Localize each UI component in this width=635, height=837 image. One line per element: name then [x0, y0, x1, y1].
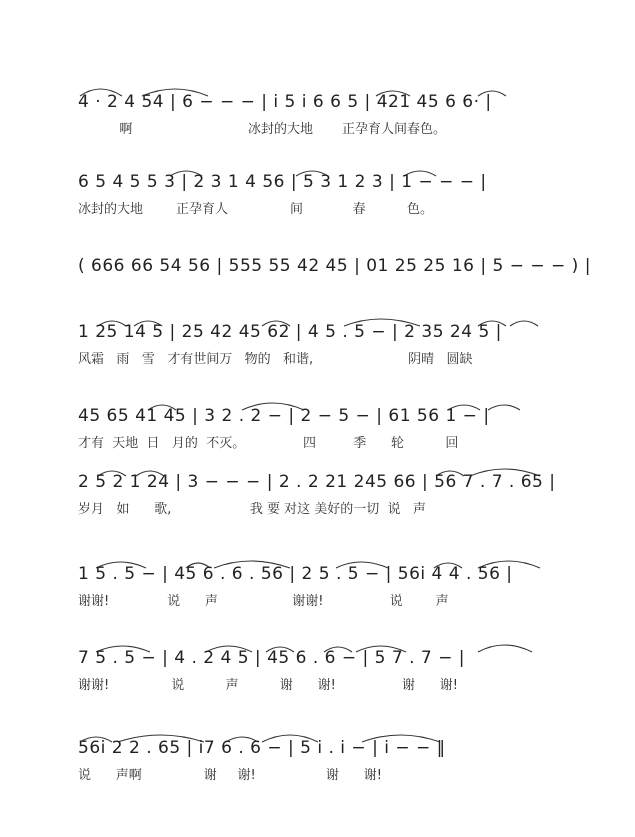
lyrics-line-1: 啊 冰封的大地 正孕育人间春色。 — [78, 122, 446, 137]
notes-line-1: 4 · 2 4 54 | 6 − − − | i 5 i 6 6 5 | 421 45 6 6· | — [78, 92, 492, 112]
notes-line-8: 7 5 . 5 − | 4 . 2 4 5 | 45 6 . 6 − | 5 7 . 7 − | — [78, 648, 465, 668]
lyrics-line-4: 风霜 雨 雪 才有世间万 物的 和谐, 阴晴 圆缺 — [78, 352, 473, 367]
notes-line-7: 1 5 . 5 − | 45 6 . 6 . 56 | 2 5 . 5 − | 56i 4 4 . 56 | — [78, 564, 513, 584]
notes-line-9: 56i 2 2 . 65 | i7 6 . 6 − | 5 i . i − | i − − ‖ — [78, 738, 446, 758]
lyrics-line-9: 说 声啊 谢 谢! 谢 谢! — [78, 768, 382, 783]
lyrics-line-7: 谢谢! 说 声 谢谢! 说 声 — [78, 594, 449, 609]
lyrics-line-8: 谢谢! 说 声 谢 谢! 谢 谢! — [78, 678, 458, 693]
lyrics-line-6: 岁月 如 歌, 我 要 对这 美好的一切 说 声 — [78, 502, 426, 517]
notes-line-2: 6 5 4 5 5 3 | 2 3 1 4 56 | 5 3 1 2 3 | 1 − − − | — [78, 172, 487, 192]
lyrics-line-5: 才有 天地 日 月的 不灭。 四 季 轮 回 — [78, 436, 459, 451]
notes-line-5: 45 65 41 45 | 3 2 . 2 − | 2 − 5 − | 61 56 1 − | — [78, 406, 490, 426]
lyrics-line-2: 冰封的大地 正孕育人 间 春 色。 — [78, 202, 433, 217]
notes-line-3: ( 666 66 54 56 | 555 55 42 45 | 01 25 25 16 | 5 − − − ) | — [78, 256, 591, 276]
notes-line-6: 2 5 2 1 24 | 3 − − − | 2 . 2 21 245 66 | 56 7 . 7 . 65 | — [78, 472, 556, 492]
notes-line-4: 1 25 14 5 | 25 42 45 62 | 4 5 . 5 − | 2 35 24 5 | — [78, 322, 502, 342]
